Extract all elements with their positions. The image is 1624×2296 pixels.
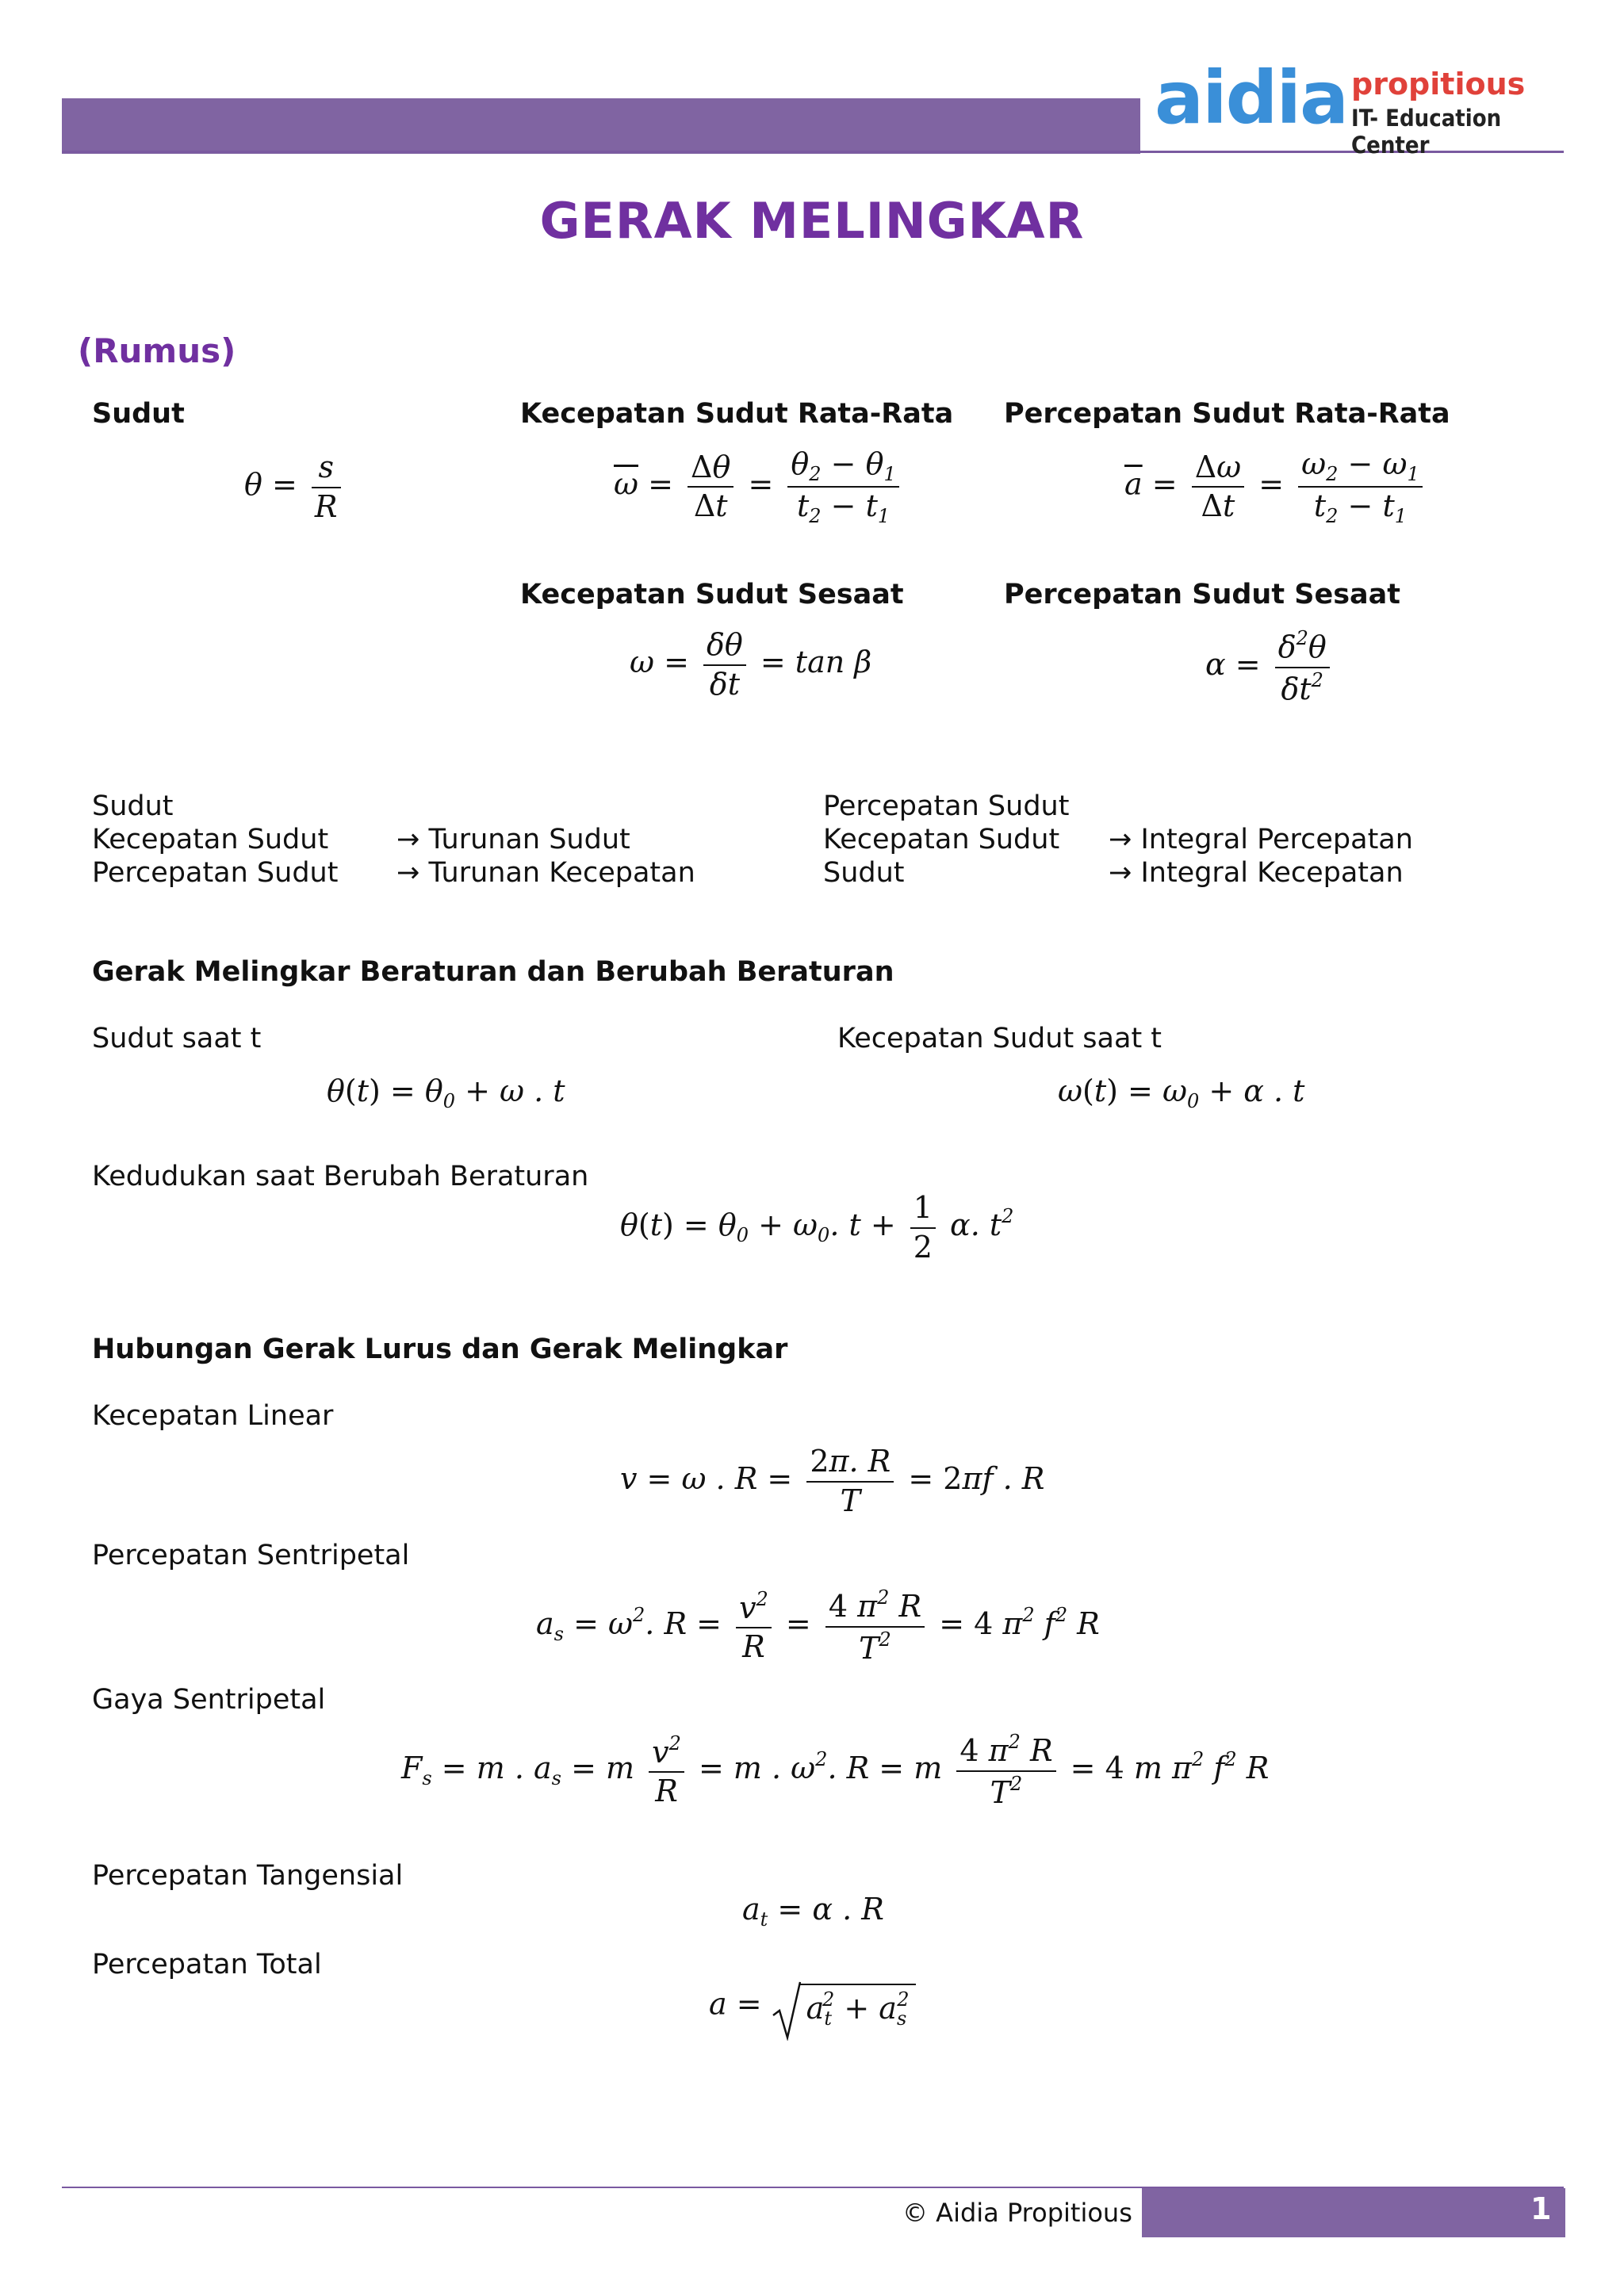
label-percepatan-tangensial: Percepatan Tangensial: [92, 1860, 404, 1892]
heading-kecepatan-sesaat: Kecepatan Sudut Sesaat: [520, 579, 904, 610]
relation-left-arrow-2: → Turunan Kecepatan: [396, 857, 695, 889]
sqrt-sign: $a_t^2 + a_s^2$: [772, 1984, 916, 2030]
relation-left-3: Percepatan Sudut: [92, 857, 339, 889]
relation-right-2: Kecepatan Sudut: [823, 824, 1060, 855]
header-bar: [62, 98, 1140, 154]
formula-kecepatan-t: $\omega(t) = \omega_0 + \alpha$ . t: [1058, 1073, 1305, 1112]
footer-copyright: © Aidia Propitious: [902, 2198, 1132, 2228]
formula-percepatan-total: a = $a_t^2 + a_s^2$: [709, 1984, 916, 2030]
formula-percepatan-rata: $\overline{a}$ = $\frac{\Delta\omega}{\Delta t}$ = $\frac{\omega_2 - \omega_1}{t_2 - t_1}$: [1124, 446, 1427, 528]
heading-kecepatan-rata: Kecepatan Sudut Rata-Rata: [520, 398, 954, 430]
page-title: GERAK MELINGKAR: [539, 192, 1085, 250]
formula-kecepatan-linear: v = ω . R = $\frac{2\pi. R}{T}$ = 2πf . R: [620, 1444, 1045, 1518]
heading-gmb: Gerak Melingkar Beraturan dan Berubah Beraturan: [92, 956, 894, 988]
formula-kecepatan-rata: $\overline{\omega}$ = $\frac{\Delta\theta}{\Delta t}$ = $\frac{\theta_2 - \theta_1}{t_2 - t_1}$: [614, 446, 904, 528]
relation-right-arrow-1: → Integral Percepatan: [1109, 824, 1413, 855]
label-kecepatan-linear: Kecepatan Linear: [92, 1400, 334, 1432]
formula-percepatan-tangensial: $a_t = \alpha$ . R: [742, 1892, 884, 1931]
heading-percepatan-rata: Percepatan Sudut Rata-Rata: [1004, 398, 1450, 430]
formula-sudut: θ = $\frac{s}{R}$: [244, 449, 346, 526]
label-gaya-sentripetal: Gaya Sentripetal: [92, 1684, 326, 1716]
heading-sudut: Sudut: [92, 398, 185, 430]
relation-right-1: Percepatan Sudut: [823, 790, 1070, 822]
header-line: [62, 151, 1564, 153]
heading-percepatan-sesaat: Percepatan Sudut Sesaat: [1004, 579, 1401, 610]
formula-sudut-t: $\theta(t) = \theta_0 + \omega$ . t: [327, 1073, 565, 1112]
formula-percepatan-sentripetal: $a_s = \omega^2$. R = $\frac{v^2}{R}$ = $\frac{4 \pi^2 R}{T^2}$ = 4 $\pi^2$ $f^2$ R: [536, 1586, 1100, 1666]
label-percepatan-sentripetal: Percepatan Sentripetal: [92, 1540, 410, 1571]
section-label: (Rumus): [78, 331, 236, 370]
relations-right-arrows: [1109, 823, 1413, 890]
formula-percepatan-sesaat: α = $\frac{\delta^2\theta}{\delta t^2}$: [1205, 626, 1335, 708]
logo-subtitle: IT- Education Center: [1351, 105, 1502, 159]
logo-tagline: propitious: [1351, 67, 1526, 101]
heading-hubungan: Hubungan Gerak Lurus dan Gerak Melingkar: [92, 1334, 788, 1365]
relation-left-arrow-1: → Turunan Sudut: [396, 824, 630, 855]
label-kecepatan-t: Kecepatan Sudut saat t: [837, 1023, 1162, 1054]
footer-bar: [1142, 2188, 1565, 2237]
page-number: 1: [1530, 2191, 1552, 2226]
formula-gaya-sentripetal: $F_s = m$ . $a_s = m$ $\frac{v^2}{R}$ = m . $\omega^2$. R = m $\frac{4 \pi^2 R}{T^2}$ = 4 m $\pi^2$ $f^2$ R: [401, 1731, 1270, 1810]
label-kedudukan: Kedudukan saat Berubah Beraturan: [92, 1161, 589, 1192]
logo-word: aidia: [1155, 55, 1348, 140]
relations-left-arrows: [396, 823, 695, 890]
formula-kedudukan: $\theta(t) = \theta_0 + \omega_0$. t + $\frac{1}{2}$ α. $t^2$: [620, 1190, 1014, 1265]
logo: [1155, 55, 1567, 159]
formula-kecepatan-sesaat: ω = $\frac{\delta\theta}{\delta t}$ = tan β: [630, 627, 872, 702]
label-sudut-t: Sudut saat t: [92, 1023, 262, 1054]
relation-right-3: Sudut: [823, 857, 905, 889]
relations-right: [823, 790, 1069, 890]
relation-left-2: Kecepatan Sudut: [92, 824, 329, 855]
relations-left: [92, 790, 338, 890]
relation-left-1: Sudut: [92, 790, 174, 822]
label-percepatan-total: Percepatan Total: [92, 1949, 322, 1980]
relation-right-arrow-2: → Integral Kecepatan: [1109, 857, 1404, 889]
